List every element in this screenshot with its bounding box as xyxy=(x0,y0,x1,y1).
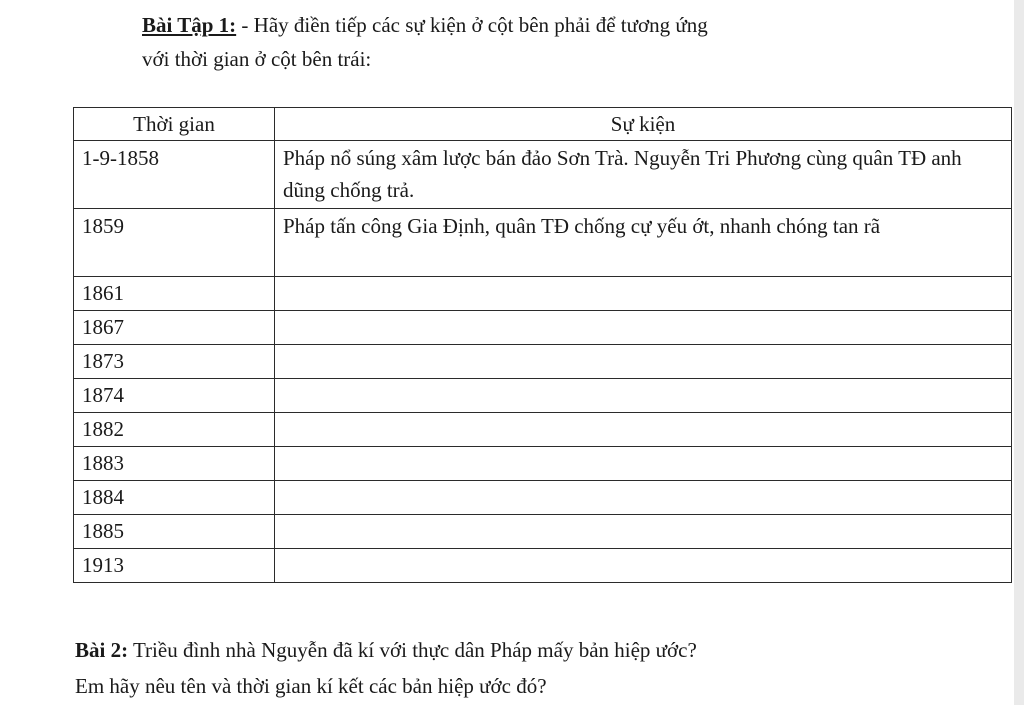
exercise-2-block xyxy=(75,632,995,704)
event-cell[interactable] xyxy=(275,379,1012,413)
time-cell: 1882 xyxy=(74,413,275,447)
table-row xyxy=(74,447,1012,481)
time-cell: 1884 xyxy=(74,481,275,515)
exercise-2-question-cont: Em hãy nêu tên và thời gian kí kết các bản hiệp ước đó? xyxy=(75,674,547,698)
header-time: Thời gian xyxy=(74,108,275,141)
exercise-1-heading xyxy=(142,8,962,76)
event-cell[interactable] xyxy=(275,277,1012,311)
event-cell[interactable]: Pháp tấn công Gia Định, quân TĐ chống cự yếu ớt, nhanh chóng tan rã xyxy=(275,209,1012,277)
time-cell: 1885 xyxy=(74,515,275,549)
event-cell[interactable] xyxy=(275,549,1012,583)
time-cell: 1913 xyxy=(74,549,275,583)
event-cell[interactable] xyxy=(275,447,1012,481)
table-row xyxy=(74,481,1012,515)
events-table xyxy=(73,107,1012,583)
header-event: Sự kiện xyxy=(275,108,1012,141)
table-row xyxy=(74,311,1012,345)
table-row xyxy=(74,549,1012,583)
event-cell[interactable] xyxy=(275,515,1012,549)
exercise-1-title: Bài Tập 1: xyxy=(142,13,237,37)
event-cell[interactable] xyxy=(275,481,1012,515)
table-row xyxy=(74,379,1012,413)
time-cell: 1-9-1858 xyxy=(74,141,275,209)
exercise-1-instruction-cont: với thời gian ở cột bên trái: xyxy=(142,47,372,71)
table-row xyxy=(74,413,1012,447)
exercise-2-title: Bài 2: xyxy=(75,638,129,662)
event-cell[interactable] xyxy=(275,311,1012,345)
time-cell: 1874 xyxy=(74,379,275,413)
exercise-2-question: Triều đình nhà Nguyễn đã kí với thực dân Pháp mấy bản hiệp ước? xyxy=(128,638,697,662)
exercise-1-instruction: - Hãy điền tiếp các sự kiện ở cột bên phải để tương ứng xyxy=(236,13,708,37)
table-row xyxy=(74,141,1012,209)
event-cell[interactable] xyxy=(275,413,1012,447)
time-cell: 1859 xyxy=(74,209,275,277)
table-row xyxy=(74,345,1012,379)
time-cell: 1873 xyxy=(74,345,275,379)
table-header-row xyxy=(74,108,1012,141)
time-cell: 1861 xyxy=(74,277,275,311)
table-row xyxy=(74,515,1012,549)
time-cell: 1883 xyxy=(74,447,275,481)
table-row xyxy=(74,277,1012,311)
time-cell: 1867 xyxy=(74,311,275,345)
event-cell[interactable] xyxy=(275,345,1012,379)
table-row xyxy=(74,209,1012,277)
page-edge-strip xyxy=(1014,0,1024,705)
event-cell[interactable]: Pháp nổ súng xâm lược bán đảo Sơn Trà. Nguyễn Tri Phương cùng quân TĐ anh dũng chống trả. xyxy=(275,141,1012,209)
